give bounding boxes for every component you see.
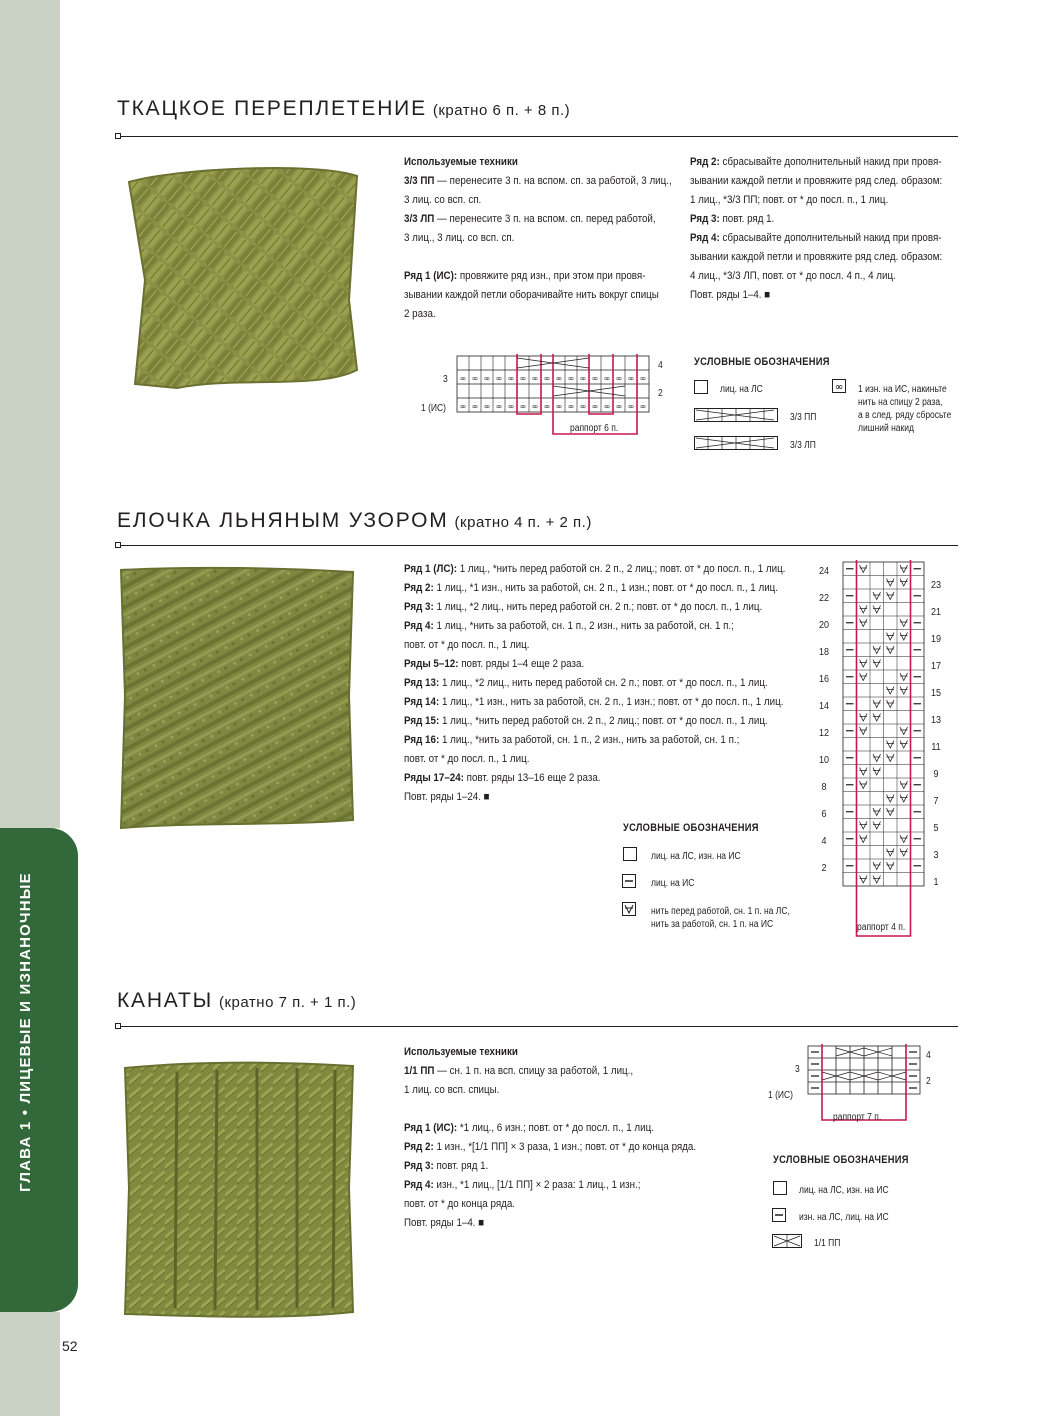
row1-text: провяжите ряд изн., при этом при провя- xyxy=(457,270,646,282)
wrap-symbol: ∞ xyxy=(519,402,527,411)
herringbone-instructions xyxy=(404,560,785,807)
row2-text: 1 изн., *[1/1 ПП] × 3 раза, 1 изн.; повт. от * до конца ряда. xyxy=(433,1141,697,1153)
c2-row-label: 22 xyxy=(818,593,830,604)
row2-text3: 1 лиц., *3/3 ПП; повт. от * до посл. п., 1 лиц. xyxy=(690,194,889,206)
wrap-symbol: ∞ xyxy=(471,374,479,383)
cable-left-icon xyxy=(694,436,778,450)
row-line: Повт. ряды 1–24. ■ xyxy=(404,791,490,803)
legend3-purl: изн. на ЛС, лиц. на ИС xyxy=(799,1212,889,1223)
wrap-symbol: ∞ xyxy=(495,402,503,411)
section-rule xyxy=(117,545,958,546)
row-line xyxy=(404,636,785,655)
c2-row-label: 7 xyxy=(933,795,939,807)
row2-text: сбрасывайте дополнительный накид при провя- xyxy=(719,156,942,168)
knit-square-icon xyxy=(694,380,708,394)
wrap-l3: а в след. ряду сбросьте xyxy=(858,410,952,421)
wrap-symbol: ∞ xyxy=(591,374,599,383)
tech-rc: 3/3 ПП xyxy=(404,175,435,187)
row-label: Ряды 17–24: xyxy=(404,772,464,784)
sidebar-band-bottom xyxy=(0,1312,60,1416)
sidebar-band-top xyxy=(0,0,60,828)
wrap-symbol: ∞ xyxy=(459,374,467,383)
legend3-knit: лиц. на ЛС, изн. на ИС xyxy=(799,1185,889,1196)
c2-row-label: 20 xyxy=(818,620,830,631)
wrap-symbol: ∞ xyxy=(603,374,611,383)
swatch-herringbone-photo xyxy=(117,566,367,830)
title-multiple: (кратно 7 п. + 1 п.) xyxy=(219,994,357,1011)
cable-right-icon xyxy=(694,408,778,422)
row-text: 1 лиц., *нить перед работой сн. 2 п., 2 лиц.; повт. от * до посл. п., 1 лиц. xyxy=(439,715,768,727)
tech-rc-text: — перенесите 3 п. на вспом. сп. за работой, 3 лиц., xyxy=(434,175,672,187)
row3-label: Ряд 3: xyxy=(690,213,720,225)
c1-repeat: раппорт 6 п. xyxy=(570,423,619,434)
wrap-symbol: ∞ xyxy=(639,374,647,383)
wrap-stitch-icon xyxy=(832,379,846,393)
row4-text3: 4 лиц., *3/3 ЛП, повт. от * до посл. 4 п., 4 лиц. xyxy=(690,270,896,282)
row-label: Ряд 13: xyxy=(404,677,440,689)
row-line xyxy=(404,617,785,636)
row-text: 1 лиц., *2 лиц., нить перед работой сн. 2 п.; повт. от * до посл. п., 1 лиц. xyxy=(439,677,768,689)
c1-row3: 3 xyxy=(443,374,448,385)
row-text: 1 лиц., *2 лиц., нить перед работой сн. 2 п.; повт. от * до посл. п., 1 лиц. xyxy=(433,601,763,613)
purl-dash-icon xyxy=(622,874,636,888)
wrap-symbol: ∞ xyxy=(519,374,527,383)
slip-l2: нить за работой, сн. 1 п. на ИС xyxy=(651,919,774,930)
row-label: Ряд 2: xyxy=(404,582,434,594)
c2-repeat: раппорт 4 п. xyxy=(857,922,906,933)
cable-cross-icon xyxy=(772,1234,802,1248)
row-line xyxy=(404,693,785,712)
purl-dash-icon xyxy=(772,1208,786,1222)
row-line xyxy=(404,560,785,579)
legend1-wrap xyxy=(858,383,951,435)
row-line xyxy=(404,731,785,750)
wrap-symbol: ∞ xyxy=(507,374,515,383)
row3-label: Ряд 3: xyxy=(404,1160,434,1172)
tech-lc-text2: 3 лиц., 3 лиц. со всп. сп. xyxy=(404,232,515,244)
title-multiple: (кратно 4 п. + 2 п.) xyxy=(454,514,592,531)
row-text: 1 лиц., *нить за работой, сн. 1 п., 2 изн., нить за работой, сн. 1 п.; xyxy=(439,734,740,746)
row4-text: сбрасывайте дополнительный накид при провя- xyxy=(719,232,942,244)
wrap-symbol: ∞ xyxy=(483,402,491,411)
wrap-symbol: ∞ xyxy=(459,402,467,411)
tech-lc: 3/3 ЛП xyxy=(404,213,435,225)
tech-heading: Используемые техники xyxy=(404,1046,518,1058)
c3-row1: 1 (ИС) xyxy=(768,1090,794,1101)
wrap-symbol: ∞ xyxy=(615,374,623,383)
wrap-symbol: ∞ xyxy=(507,402,515,411)
c3-row2: 2 xyxy=(926,1076,931,1087)
c2-row-label: 6 xyxy=(821,809,827,820)
row1-label: Ряд 1 (ИС): xyxy=(404,270,458,282)
wrap-symbol: ∞ xyxy=(567,402,575,411)
c1-row2: 2 xyxy=(658,388,663,399)
herringbone-chart xyxy=(843,562,933,922)
row-label: Ряд 1 (ЛС): xyxy=(404,563,457,575)
c2-row-label: 5 xyxy=(933,822,939,834)
c2-row-label: 14 xyxy=(818,701,830,712)
cables-instructions: Используемые техники 1/1 ПП — сн. 1 п. на всп. спицу за работой, 1 лиц., 1 лиц. со всп. спицы. Ряд 1 (ИС): *1 лиц., 6 изн.; повт. от * до посл. п., 1 лиц. Ряд 2: 1 изн., *[1/1 ПП] × 3 раза, 1 изн.; повт. от * до конца ряда. Ряд 3: повт. ряд 1. Ряд 4: изн., *1 лиц., [1/1 ПП] × 2 раза: 1 лиц., 1 изн.; повт. от * до конца ряда. Повт. ряды 1–4. ■ xyxy=(404,1046,697,1229)
legend2-knit: лиц. на ЛС, изн. на ИС xyxy=(651,851,741,862)
row-text: 1 лиц., *1 изн., нить за работой, сн. 2 п., 1 изн.; повт. от * до посл. п., 1 лиц. xyxy=(433,582,779,594)
tech-heading: Используемые техники xyxy=(404,156,518,168)
row-label: Ряд 14: xyxy=(404,696,440,708)
wrap-symbol: ∞ xyxy=(483,374,491,383)
section-rule xyxy=(117,136,958,137)
row-text: 1 лиц., *нить за работой, сн. 1 п., 2 изн., нить за работой, сн. 1 п.; xyxy=(433,620,734,632)
wrap-symbol: ∞ xyxy=(555,402,563,411)
wrap-symbol: ∞ xyxy=(603,402,611,411)
title-text: ЕЛОЧКА ЛЬНЯНЫМ УЗОРОМ xyxy=(117,509,449,532)
c2-row-label: 21 xyxy=(930,606,942,618)
wrap-symbol: ∞ xyxy=(627,402,635,411)
wrap-symbol: ∞ xyxy=(471,402,479,411)
row2-text2: зывании каждой петли и провяжите ряд след. образом: xyxy=(690,175,943,187)
section-title-herringbone xyxy=(117,508,592,536)
weave-instructions-2: Ряд 2: сбрасывайте дополнительный накид при провя- зывании каждой петли и провяжите ряд след. образом: 1 лиц., *3/3 ПП; повт. от * до посл. п., 1 лиц. Ряд 3: повт. ряд 1. Ряд 4: сбрасывайте дополнительный накид при провя- зывании каждой петли и провяжите ряд след. образом: 4 лиц., *3/3 ЛП, повт. от * до посл. 4 п., 4 лиц. Повт. ряды 1–4. ■ xyxy=(690,156,943,301)
row3-text: повт. ряд 1. xyxy=(719,213,775,225)
c2-row-label: 4 xyxy=(821,836,827,847)
c2-row-label: 23 xyxy=(930,579,942,591)
row-line xyxy=(404,712,785,731)
tech-rc-text2: 1 лиц. со всп. спицы. xyxy=(404,1084,500,1096)
section-title-cables xyxy=(117,988,356,1016)
row-label: Ряд 15: xyxy=(404,715,440,727)
tech-rc-text2: 3 лиц. со всп. сп. xyxy=(404,194,482,206)
knit-square-icon xyxy=(623,847,637,861)
wrap-l1: 1 изн. на ИС, накиньте xyxy=(858,384,947,395)
wrap-symbol: ∞ xyxy=(639,402,647,411)
c2-row-label: 18 xyxy=(818,647,830,658)
row1-label: Ряд 1 (ИС): xyxy=(404,1122,458,1134)
wrap-symbol: ∞ xyxy=(543,402,551,411)
wrap-symbol: ∞ xyxy=(531,402,539,411)
row-text: повт. от * до посл. п., 1 лиц. xyxy=(404,753,530,765)
row2-label: Ряд 2: xyxy=(690,156,720,168)
wrap-symbol: ∞ xyxy=(591,402,599,411)
wrap-symbol: ∞ xyxy=(579,374,587,383)
repeat-text: Повт. ряды 1–4. xyxy=(690,289,762,301)
c3-row3: 3 xyxy=(795,1064,800,1075)
slip-l1: нить перед работой, сн. 1 п. на ЛС, xyxy=(651,906,790,917)
row4-label: Ряд 4: xyxy=(690,232,720,244)
row-line xyxy=(404,769,785,788)
title-text: КАНАТЫ xyxy=(117,989,213,1012)
wrap-symbol: ∞ xyxy=(579,402,587,411)
row-line xyxy=(404,750,785,769)
row-line xyxy=(404,579,785,598)
slip-stitch-icon xyxy=(622,902,636,916)
c2-row-label: 17 xyxy=(930,660,942,672)
wrap-symbol: ∞ xyxy=(615,402,623,411)
wrap-l2: нить на спицу 2 раза, xyxy=(858,397,943,408)
c2-row-label: 15 xyxy=(930,687,942,699)
c2-row-label: 11 xyxy=(931,741,941,753)
wrap-symbol: ∞ xyxy=(495,374,503,383)
chapter-label: ГЛАВА 1 • ЛИЦЕВЫЕ И ИЗНАНОЧНЫЕ xyxy=(17,872,34,1192)
c1-row1: 1 (ИС) xyxy=(421,403,447,414)
swatch-weave-photo xyxy=(117,160,367,400)
row1-text: *1 лиц., 6 изн.; повт. от * до посл. п., 1 лиц. xyxy=(457,1122,654,1134)
c2-row-label: 16 xyxy=(818,674,830,685)
row-label: Ряд 4: xyxy=(404,620,434,632)
c2-row-label: 10 xyxy=(818,755,830,766)
title-text: ТКАЦКОЕ ПЕРЕПЛЕТЕНИЕ xyxy=(117,97,427,120)
weave-chart xyxy=(457,356,652,438)
legend1-rc: 3/3 ПП xyxy=(790,412,817,423)
legend1-knit: лиц. на ЛС xyxy=(720,384,763,395)
legend-title-1: УСЛОВНЫЕ ОБОЗНАЧЕНИЯ xyxy=(694,356,830,368)
wrap-symbol: ∞ xyxy=(543,374,551,383)
page-number: 52 xyxy=(62,1338,78,1354)
row3-text: повт. ряд 1. xyxy=(433,1160,489,1172)
row4-text2: повт. от * до конца ряда. xyxy=(404,1198,516,1210)
section-title-weave xyxy=(117,96,570,124)
wrap-symbol: ∞ xyxy=(567,374,575,383)
c1-row4: 4 xyxy=(658,360,663,371)
c2-row-label: 19 xyxy=(930,633,942,645)
legend-title-3: УСЛОВНЫЕ ОБОЗНАЧЕНИЯ xyxy=(773,1154,909,1166)
row4-text: изн., *1 лиц., [1/1 ПП] × 2 раза: 1 лиц., 1 изн.; xyxy=(433,1179,641,1191)
c3-row4: 4 xyxy=(926,1050,931,1061)
row4-label: Ряд 4: xyxy=(404,1179,434,1191)
c2-row-label: 2 xyxy=(821,863,827,874)
row-text: повт. ряды 1–4 еще 2 раза. xyxy=(458,658,585,670)
row-line xyxy=(404,598,785,617)
row1-text3: 2 раза. xyxy=(404,308,436,320)
tech-rc: 1/1 ПП xyxy=(404,1065,435,1077)
knit-square-icon xyxy=(773,1181,787,1195)
c3-repeat: раппорт 7 п. xyxy=(833,1112,882,1123)
legend3-cable: 1/1 ПП xyxy=(814,1238,841,1249)
tech-lc-text: — перенесите 3 п. на вспом. сп. перед работой, xyxy=(434,213,656,225)
section-rule xyxy=(117,1026,958,1027)
c2-row-label: 9 xyxy=(933,768,939,780)
row-label: Ряд 16: xyxy=(404,734,440,746)
c2-row-label: 1 xyxy=(933,876,939,888)
row4-text2: зывании каждой петли и провяжите ряд след. образом: xyxy=(690,251,943,263)
wrap-l4: лишний накид xyxy=(858,423,914,434)
legend2-purl: лиц. на ИС xyxy=(651,878,695,889)
row2-label: Ряд 2: xyxy=(404,1141,434,1153)
title-multiple: (кратно 6 п. + 8 п.) xyxy=(432,102,571,119)
wrap-symbol: ∞ xyxy=(627,374,635,383)
weave-instructions xyxy=(404,153,672,324)
c2-row-label: 3 xyxy=(933,849,939,861)
c2-row-label: 8 xyxy=(821,782,827,793)
svg-text:∞: ∞ xyxy=(834,382,844,393)
wrap-symbol: ∞ xyxy=(555,374,563,383)
tech-rc-text: — сн. 1 п. на всп. спицу за работой, 1 лиц., xyxy=(434,1065,634,1077)
legend-title-2: УСЛОВНЫЕ ОБОЗНАЧЕНИЯ xyxy=(623,822,759,834)
legend2-slip xyxy=(651,905,790,931)
row1-text2: зывании каждой петли оборачивайте нить вокруг спицы xyxy=(404,289,659,301)
row-line xyxy=(404,655,785,674)
row-label: Ряд 3: xyxy=(404,601,434,613)
row-text: 1 лиц., *1 изн., нить за работой, сн. 2 п., 1 изн.; повт. от * до посл. п., 1 лиц. xyxy=(439,696,784,708)
c2-row-label: 13 xyxy=(930,714,942,726)
c2-row-label: 24 xyxy=(818,566,830,577)
row-line xyxy=(404,674,785,693)
wrap-symbol: ∞ xyxy=(531,374,539,383)
swatch-cables-photo xyxy=(117,1058,367,1322)
legend1-lc: 3/3 ЛП xyxy=(790,440,816,451)
row-text: повт. ряды 13–16 еще 2 раза. xyxy=(463,772,601,784)
row-text: Повт. ряды 1–24. xyxy=(404,791,481,803)
c2-row-label: 12 xyxy=(818,728,830,739)
row-text: 1 лиц., *нить перед работой сн. 2 п., 2 лиц.; повт. от * до посл. п., 1 лиц. xyxy=(456,563,786,575)
repeat-text: Повт. ряды 1–4. xyxy=(404,1217,476,1229)
row-text: повт. от * до посл. п., 1 лиц. xyxy=(404,639,530,651)
row-label: Ряды 5–12: xyxy=(404,658,459,670)
